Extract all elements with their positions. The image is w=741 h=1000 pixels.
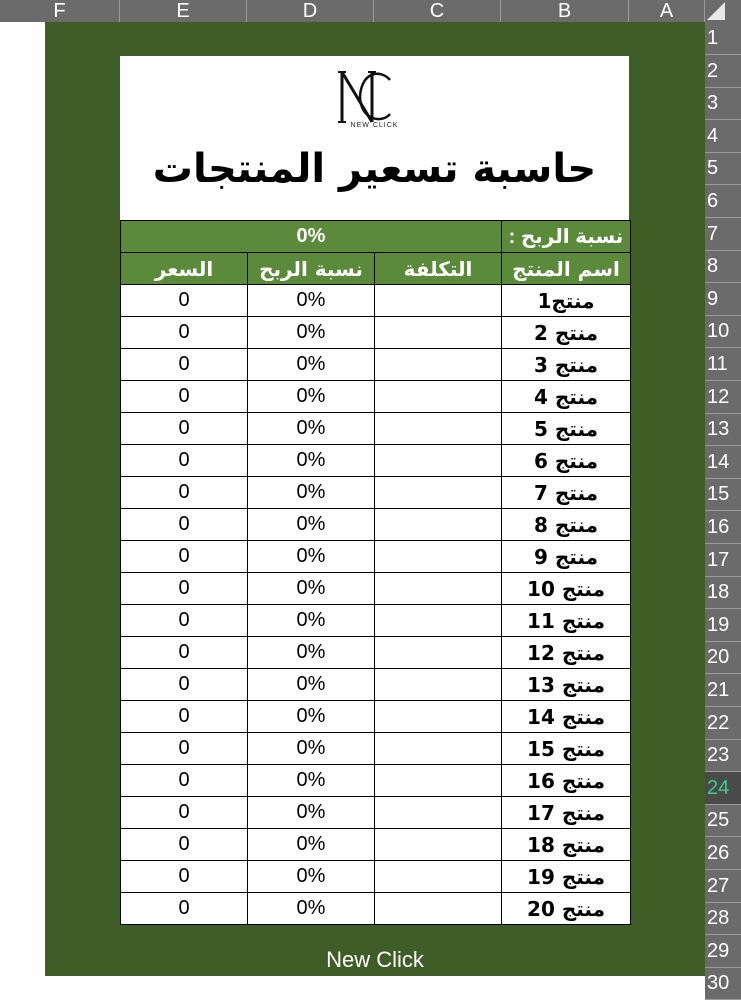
margin-cell[interactable]: 0% <box>248 509 375 541</box>
price-cell[interactable]: 0 <box>121 541 248 573</box>
margin-cell[interactable]: 0% <box>248 477 375 509</box>
price-cell[interactable]: 0 <box>121 445 248 477</box>
product-name-cell[interactable]: منتج 10 <box>502 573 631 605</box>
table-row <box>121 605 631 637</box>
row-header-16[interactable]: 16 <box>705 511 741 544</box>
row-header-11[interactable]: 11 <box>705 348 741 381</box>
table-row <box>121 829 631 861</box>
row-header-12[interactable]: 12 <box>705 381 741 414</box>
cost-cell[interactable] <box>375 733 502 765</box>
row-header-30[interactable]: 30 <box>705 967 741 1000</box>
cost-cell[interactable] <box>375 605 502 637</box>
product-name-cell[interactable]: منتج 12 <box>502 637 631 669</box>
margin-cell[interactable]: 0% <box>248 317 375 349</box>
margin-cell[interactable]: 0% <box>248 381 375 413</box>
price-cell[interactable]: 0 <box>121 381 248 413</box>
product-name-cell[interactable]: منتج 15 <box>502 733 631 765</box>
margin-cell[interactable]: 0% <box>248 861 375 893</box>
table-row <box>121 765 631 797</box>
price-cell[interactable]: 0 <box>121 285 248 317</box>
price-cell[interactable]: 0 <box>121 509 248 541</box>
product-name-cell[interactable]: منتج 8 <box>502 509 631 541</box>
cost-cell[interactable] <box>375 509 502 541</box>
cost-cell[interactable] <box>375 445 502 477</box>
row-header-13[interactable]: 13 <box>705 413 741 446</box>
product-name-cell[interactable]: منتج 20 <box>502 893 631 925</box>
row-header-3[interactable]: 3 <box>705 87 741 120</box>
price-cell[interactable]: 0 <box>121 861 248 893</box>
margin-cell[interactable]: 0% <box>248 829 375 861</box>
column-header-d[interactable]: D <box>247 0 374 22</box>
header-card <box>120 56 629 220</box>
row-header-4[interactable]: 4 <box>705 120 741 153</box>
table-row <box>121 285 631 317</box>
price-cell[interactable]: 0 <box>121 669 248 701</box>
row-header-14[interactable]: 14 <box>705 446 741 479</box>
row-header-20[interactable]: 20 <box>705 641 741 674</box>
price-cell[interactable]: 0 <box>121 477 248 509</box>
product-name-cell[interactable]: منتج 9 <box>502 541 631 573</box>
product-name-cell[interactable]: منتج 18 <box>502 829 631 861</box>
price-header-cell[interactable]: السعر <box>121 253 248 285</box>
margin-cell[interactable]: 0% <box>248 573 375 605</box>
row-header-2[interactable]: 2 <box>705 55 741 88</box>
row-header-29[interactable]: 29 <box>705 935 741 968</box>
margin-cell[interactable]: 0% <box>248 349 375 381</box>
row-header-19[interactable]: 19 <box>705 609 741 642</box>
margin-cell[interactable]: 0% <box>248 637 375 669</box>
margin-cell[interactable]: 0% <box>248 797 375 829</box>
row-header-15[interactable]: 15 <box>705 478 741 511</box>
cost-cell[interactable] <box>375 317 502 349</box>
margin-cell[interactable]: 0% <box>248 733 375 765</box>
table-row <box>121 381 631 413</box>
row-header-18[interactable]: 18 <box>705 576 741 609</box>
product-name-cell[interactable]: منتج 19 <box>502 861 631 893</box>
price-cell[interactable]: 0 <box>121 573 248 605</box>
table-header-row <box>121 253 631 285</box>
table-row <box>121 477 631 509</box>
row-header-7[interactable]: 7 <box>705 218 741 251</box>
margin-cell[interactable]: 0% <box>248 893 375 925</box>
row-header-9[interactable]: 9 <box>705 283 741 316</box>
table-row <box>121 445 631 477</box>
table-row <box>121 893 631 925</box>
table-row <box>121 733 631 765</box>
cost-header-cell[interactable]: التكلفة <box>375 253 502 285</box>
table-row <box>121 541 631 573</box>
row-header-27[interactable]: 27 <box>705 870 741 903</box>
row-header-bar <box>705 22 741 1000</box>
cost-cell[interactable] <box>375 797 502 829</box>
row-header-22[interactable]: 22 <box>705 707 741 740</box>
row-header-5[interactable]: 5 <box>705 152 741 185</box>
margin-cell[interactable]: 0% <box>248 445 375 477</box>
cost-cell[interactable] <box>375 477 502 509</box>
page-title: حاسبة تسعير المنتجات <box>152 146 597 192</box>
table-row <box>121 413 631 445</box>
price-cell[interactable]: 0 <box>121 765 248 797</box>
column-header-e[interactable]: E <box>120 0 247 22</box>
product-name-cell[interactable]: منتج 7 <box>502 477 631 509</box>
row-header-28[interactable]: 28 <box>705 902 741 935</box>
table-row <box>121 349 631 381</box>
row-header-10[interactable]: 10 <box>705 315 741 348</box>
margin-cell[interactable]: 0% <box>248 669 375 701</box>
cost-cell[interactable] <box>375 669 502 701</box>
column-header-b[interactable]: B <box>501 0 629 22</box>
column-header-c[interactable]: C <box>374 0 501 22</box>
price-cell[interactable]: 0 <box>121 829 248 861</box>
cost-cell[interactable] <box>375 381 502 413</box>
table-row <box>121 637 631 669</box>
select-all-triangle-icon <box>707 2 725 20</box>
cost-cell[interactable] <box>375 829 502 861</box>
table-row <box>121 669 631 701</box>
margin-cell[interactable]: 0% <box>248 541 375 573</box>
table-row <box>121 861 631 893</box>
row-header-1[interactable]: 1 <box>705 22 741 55</box>
product-name-cell[interactable]: منتج1 <box>502 285 631 317</box>
cost-cell[interactable] <box>375 349 502 381</box>
row-header-17[interactable]: 17 <box>705 544 741 577</box>
row-header-25[interactable]: 25 <box>705 804 741 837</box>
cost-cell[interactable] <box>375 701 502 733</box>
cost-cell[interactable] <box>375 861 502 893</box>
column-header-bar <box>0 0 705 22</box>
product-name-cell[interactable]: منتج 13 <box>502 669 631 701</box>
row-header-6[interactable]: 6 <box>705 185 741 218</box>
product-name-cell[interactable]: منتج 17 <box>502 797 631 829</box>
table-row <box>121 797 631 829</box>
price-cell[interactable]: 0 <box>121 733 248 765</box>
cost-cell[interactable] <box>375 765 502 797</box>
profit-rate-label-cell[interactable]: نسبة الربح : <box>502 221 631 253</box>
product-name-cell[interactable]: منتج 3 <box>502 349 631 381</box>
price-cell[interactable]: 0 <box>121 637 248 669</box>
column-header-f[interactable]: F <box>0 0 120 22</box>
margin-cell[interactable]: 0% <box>248 605 375 637</box>
price-cell[interactable]: 0 <box>121 349 248 381</box>
product-name-cell[interactable]: منتج 4 <box>502 381 631 413</box>
cost-cell[interactable] <box>375 893 502 925</box>
cost-cell[interactable] <box>375 413 502 445</box>
pricing-table <box>120 220 631 925</box>
cost-cell[interactable] <box>375 573 502 605</box>
margin-cell[interactable]: 0% <box>248 413 375 445</box>
table-row <box>121 573 631 605</box>
name-header-cell[interactable]: اسم المنتج <box>502 253 631 285</box>
logo-subtitle: NEW CLICK <box>350 122 399 129</box>
price-cell[interactable]: 0 <box>121 317 248 349</box>
product-name-cell[interactable]: منتج 2 <box>502 317 631 349</box>
margin-cell[interactable]: 0% <box>248 285 375 317</box>
price-cell[interactable]: 0 <box>121 893 248 925</box>
price-cell[interactable]: 0 <box>121 413 248 445</box>
cost-cell[interactable] <box>375 637 502 669</box>
row-header-26[interactable]: 26 <box>705 837 741 870</box>
product-name-cell[interactable]: منتج 5 <box>502 413 631 445</box>
table-row <box>121 317 631 349</box>
price-cell[interactable]: 0 <box>121 701 248 733</box>
cost-cell[interactable] <box>375 285 502 317</box>
profit-rate-row <box>121 221 631 253</box>
product-name-cell[interactable]: منتج 14 <box>502 701 631 733</box>
product-name-cell[interactable]: منتج 6 <box>502 445 631 477</box>
cost-cell[interactable] <box>375 541 502 573</box>
column-header-a[interactable]: A <box>629 0 705 22</box>
margin-header-cell[interactable]: نسبة الربح <box>248 253 375 285</box>
price-cell[interactable]: 0 <box>121 797 248 829</box>
product-name-cell[interactable]: منتج 11 <box>502 605 631 637</box>
row-header-23[interactable]: 23 <box>705 739 741 772</box>
table-row <box>121 509 631 541</box>
row-header-21[interactable]: 21 <box>705 674 741 707</box>
table-row <box>121 701 631 733</box>
row-header-24[interactable]: 24 <box>705 772 741 805</box>
margin-cell[interactable]: 0% <box>248 765 375 797</box>
price-cell[interactable]: 0 <box>121 605 248 637</box>
footer-brand[interactable]: New Click <box>326 947 424 972</box>
margin-cell[interactable]: 0% <box>248 701 375 733</box>
profit-rate-value-cell[interactable]: 0% <box>121 221 502 253</box>
row-header-8[interactable]: 8 <box>705 250 741 283</box>
product-name-cell[interactable]: منتج 16 <box>502 765 631 797</box>
